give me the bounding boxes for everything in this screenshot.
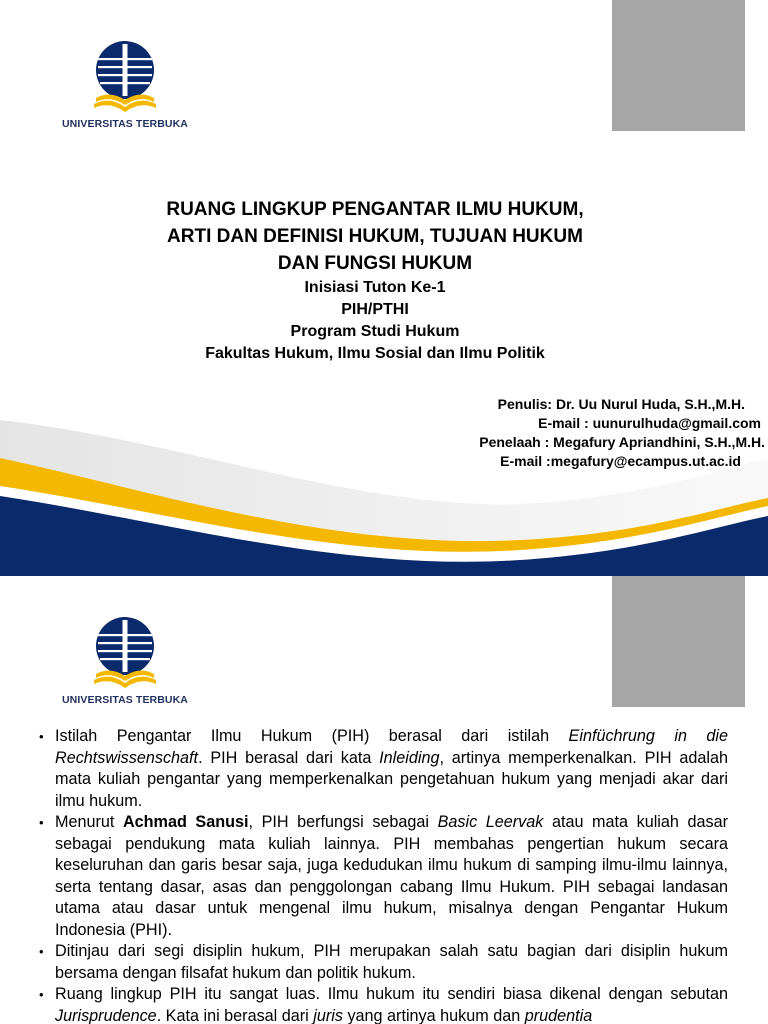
ut-emblem-icon: [92, 616, 158, 692]
author-email: E-mail : uunurulhuda@gmail.com: [538, 415, 761, 431]
author-line: Penulis: Dr. Uu Nurul Huda, S.H.,M.H.: [497, 396, 745, 412]
subtitle-line: Program Studi Hukum: [290, 323, 460, 340]
author-info: [420, 395, 765, 471]
logo-text: UNIVERSITAS TERBUKA: [62, 694, 188, 706]
gray-corner-block: [612, 576, 745, 707]
list-item: • Istilah Pengantar Ilmu Hukum (PIH) berasal dari istilah Einfüchrung in die Rechtswissenschaft. PIH berasal dari kata Inleiding, artinya memperkenalkan. PIH adalah mata kuliah pengantar yang memperkenalkan pengetahuan hukum yang menjadi akar dari ilmu hukum.: [36, 726, 728, 812]
title-line: ARTI DAN DEFINISI HUKUM, TUJUAN HUKUM: [167, 226, 583, 247]
gray-corner-block: [612, 0, 745, 131]
subtitle-line: Inisiasi Tuton Ke-1: [304, 279, 446, 296]
title-line: RUANG LINGKUP PENGANTAR ILMU HUKUM,: [166, 199, 584, 220]
reviewer-line: Penelaah : Megafury Apriandhini, S.H.,M.H.: [479, 434, 765, 450]
list-item: • Ruang lingkup PIH itu sangat luas. Ilmu hukum itu sendiri biasa dikenal dengan sebutan Jurisprudence. Kata ini berasal dari juris yang artinya hukum dan prudentia: [36, 984, 728, 1024]
logo-text: UNIVERSITAS TERBUKA: [62, 118, 188, 130]
content-slide: [0, 576, 768, 1024]
reviewer-email: E-mail :megafury@ecampus.ut.ac.id: [500, 453, 741, 469]
university-logo: [62, 40, 187, 135]
list-item: • Ditinjau dari segi disiplin hukum, PIH merupakan salah satu bagian dari disiplin hukum bersama dengan filsafat hukum dan politik hukum.: [36, 941, 728, 984]
list-item: • Menurut Achmad Sanusi, PIH berfungsi sebagai Basic Leervak atau mata kuliah dasar sebagai pendukung mata kuliah lainnya. PIH membahas pengertian hukum secara keseluruhan dan garis besar saja, juga kedudukan ilmu hukum di samping ilmu-ilmu lainnya, serta tentang dasar, asas dan penggolongan cabang Ilmu Hukum. PIH sebagai landasan utama atau dasar untuk mengenal ilmu hukum, misalnya dengan Pengantar Hukum Indonesia (PHI).: [36, 812, 728, 941]
bullet-list: [36, 726, 728, 1024]
ut-emblem-icon: [92, 40, 158, 116]
title-line: DAN FUNGSI HUKUM: [277, 253, 473, 274]
title-block: [60, 196, 690, 365]
university-logo: [62, 616, 187, 711]
subtitle-line: Fakultas Hukum, Ilmu Sosial dan Ilmu Politik: [205, 345, 545, 362]
subtitle-line: PIH/PTHI: [341, 301, 409, 318]
